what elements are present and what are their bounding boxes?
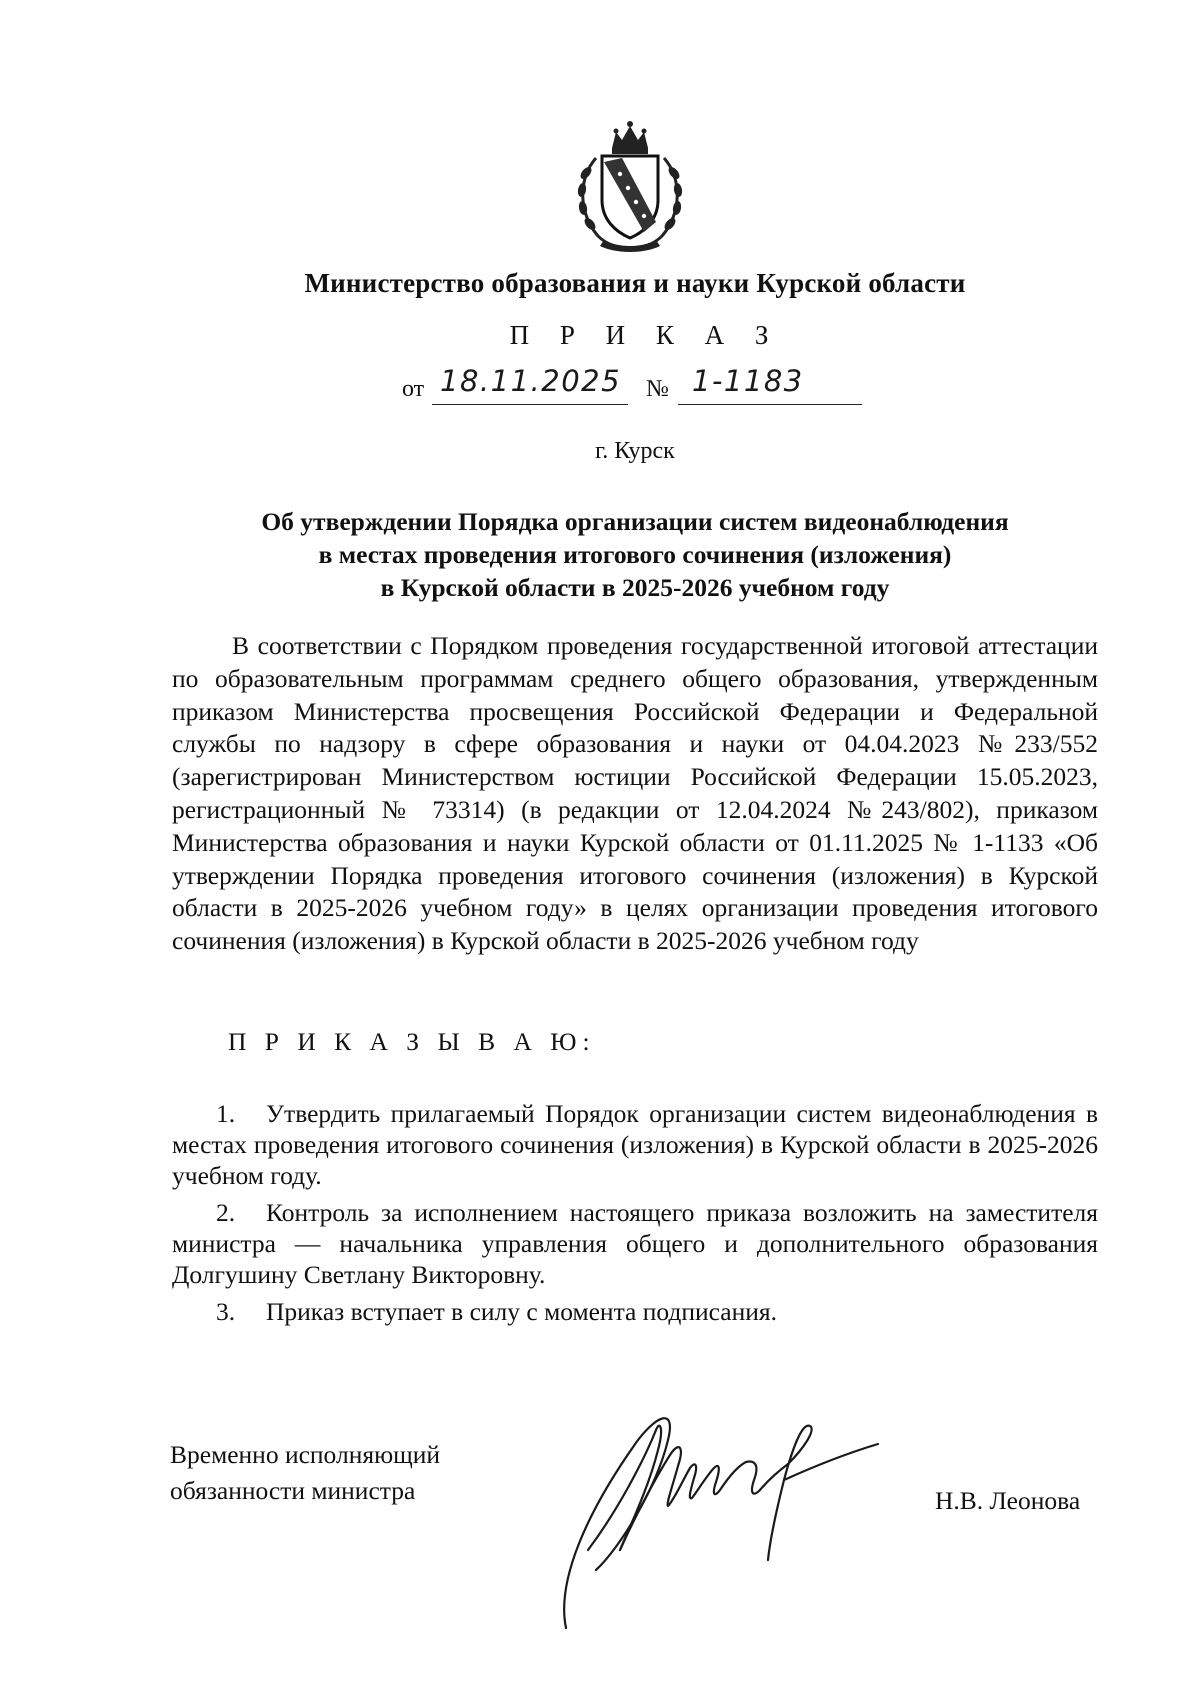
- heading-line-3: в Курской области в 2025-2026 учебном году: [380, 573, 890, 602]
- number-label: №: [646, 376, 669, 402]
- date-label: от: [402, 376, 425, 402]
- ministry-name: Министерство образования и науки Курской области: [304, 268, 966, 298]
- item-number: 3.: [216, 1297, 236, 1326]
- signatory-position: [170, 1437, 440, 1509]
- item-number: 1.: [216, 1099, 236, 1128]
- order-item: [172, 1197, 1098, 1290]
- handwritten-signature-icon: [548, 1400, 898, 1640]
- order-item: [172, 1296, 1098, 1327]
- order-date-number-line: [402, 362, 862, 412]
- city-line: г. Курск: [595, 438, 675, 464]
- item-text: Приказ вступает в силу с момента подписания.: [266, 1297, 777, 1326]
- order-items-list: [172, 1098, 1098, 1333]
- position-line-2: обязанности министра: [170, 1476, 416, 1505]
- order-item: [172, 1098, 1098, 1191]
- date-underline: [432, 404, 628, 405]
- preamble-paragraph: В соответствии с Порядком проведения государственной итоговой аттестации по образовательным программам среднего общего образования, утвержденным приказом Министерства просвещения Российской Федерации и Федеральной службы по надзору в сфере образования и науки от 04.04.2023 №233/552 (зарегистрирован Министерством юстиции Российской Федерации 15.05.2023, регистрационный № 73314) (в редакции от 12.04.2024 №243/802), приказом Министерства образования и науки Курской области от 01.11.2025 № 1-1133 «Об утверждении Порядка проведения итогового сочинения (изложения) в Курской области в 2025-2026 учебном году» в целях организации проведения итогового сочинения (изложения) в Курской области в 2025-2026 учебном году: [172, 631, 1098, 956]
- order-directive-word: П Р И К А З Ы В А Ю:: [228, 1027, 596, 1056]
- number-underline: [678, 404, 862, 405]
- position-line-1: Временно исполняющий: [170, 1440, 441, 1469]
- item-number: 2.: [216, 1198, 236, 1227]
- order-subject-heading: [170, 505, 1100, 604]
- document-type-title: П Р И К А З: [509, 320, 781, 350]
- heading-line-1: Об утверждении Порядка организации систем видеонаблюдения: [261, 507, 1009, 536]
- item-text: Утвердить прилагаемый Порядок организации систем видеонаблюдения в местах проведения итогового сочинения (изложения) в Курской области в 2025-2026 учебном году.: [172, 1099, 1098, 1190]
- handwritten-date: 18.11.2025: [440, 364, 622, 398]
- signatory-name: Н.В. Леонова: [935, 1486, 1081, 1515]
- heading-line-2: в местах проведения итогового сочинения (изложения): [318, 540, 952, 569]
- coat-of-arms-icon: [568, 118, 692, 254]
- item-text: Контроль за исполнением настоящего приказа возложить на заместителя министра — начальника управления общего и дополнительного образования Долгушину Светлану Викторовну.: [172, 1198, 1098, 1289]
- handwritten-number: 1-1183: [692, 364, 804, 398]
